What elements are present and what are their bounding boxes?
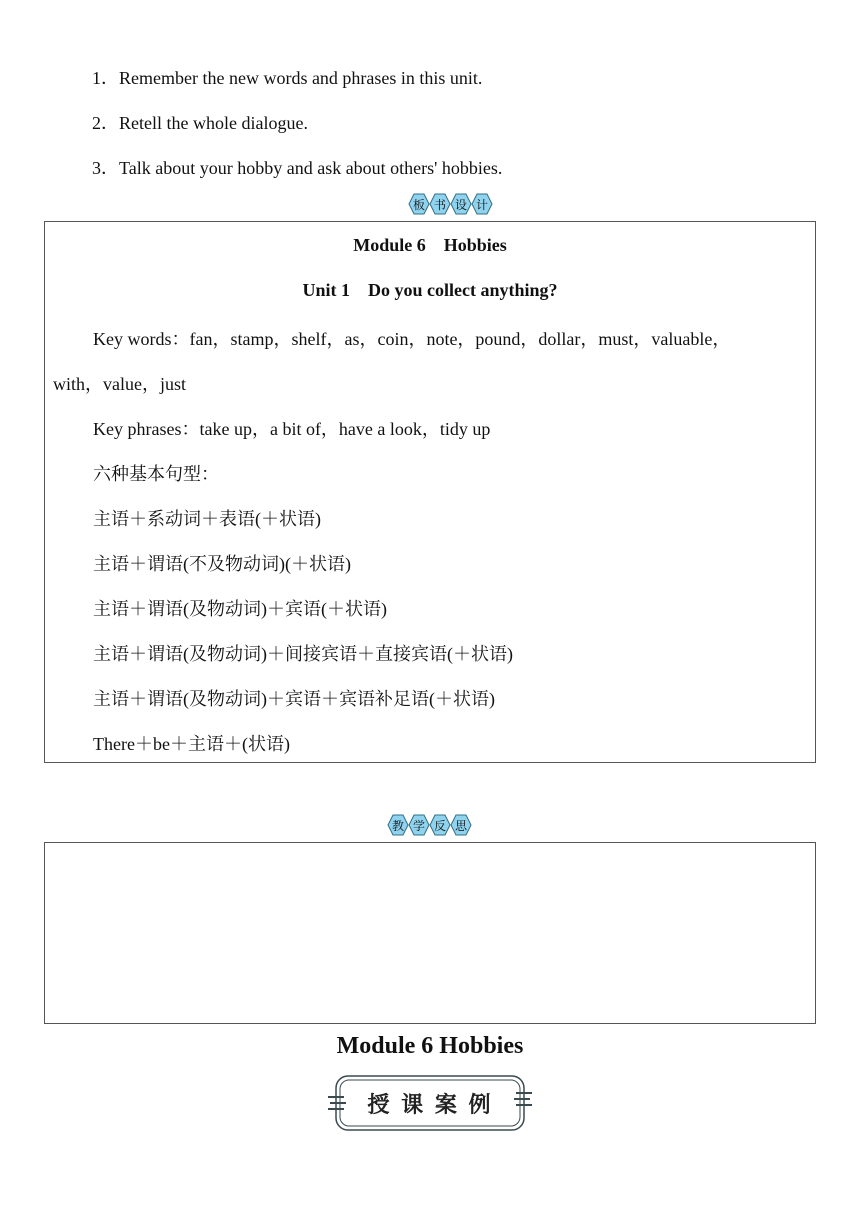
badge-hex: 书 (429, 193, 451, 215)
homework-item-3: 3．Talk about your hobby and ask about others' hobbies. (92, 158, 503, 178)
badge-hex: 设 (450, 193, 472, 215)
homework-item-2: 2．Retell the whole dialogue. (92, 113, 308, 133)
lesson-case-banner (326, 1074, 534, 1132)
key-phrases: Key phrases：take up，a bit of，have a look，tidy up (93, 419, 491, 439)
sentence-pattern: 主语＋谓语(不及物动词)(＋状语) (93, 554, 351, 574)
reflection-box (44, 842, 816, 1024)
sentence-pattern: There＋be＋主语＋(状语) (93, 734, 290, 754)
sentence-pattern: 主语＋谓语(及物动词)＋宾语＋宾语补足语(＋状语) (93, 689, 495, 709)
board-design-box (44, 221, 816, 763)
badge-hex: 思 (450, 814, 472, 836)
key-words-line-1: Key words：fan，stamp，shelf，as，coin，note，pound，dollar，must，valuable， (93, 329, 731, 349)
badge-hex: 计 (471, 193, 493, 215)
sentence-pattern: 主语＋谓语(及物动词)＋宾语(＋状语) (93, 599, 387, 619)
sentence-pattern: 主语＋谓语(及物动词)＋间接宾语＋直接宾语(＋状语) (93, 644, 513, 664)
sentence-patterns-heading: 六种基本句型： (93, 464, 219, 484)
banner-label: 授 课 案 例 (367, 1092, 493, 1118)
badge-hex: 反 (429, 814, 451, 836)
badge-hex: 板 (408, 193, 430, 215)
module-title: Module 6 Hobbies (353, 235, 507, 255)
next-section-title: Module 6 Hobbies (336, 1033, 524, 1059)
badge-hex: 学 (408, 814, 430, 836)
key-words-line-2: with，value，just (53, 374, 186, 394)
homework-item-1: 1．Remember the new words and phrases in this unit. (92, 68, 483, 88)
board-design-badge (408, 193, 492, 215)
unit-title: Unit 1 Do you collect anything? (302, 280, 558, 300)
reflection-badge (387, 814, 471, 836)
badge-hex: 教 (387, 814, 409, 836)
sentence-pattern: 主语＋系动词＋表语(＋状语) (93, 509, 321, 529)
